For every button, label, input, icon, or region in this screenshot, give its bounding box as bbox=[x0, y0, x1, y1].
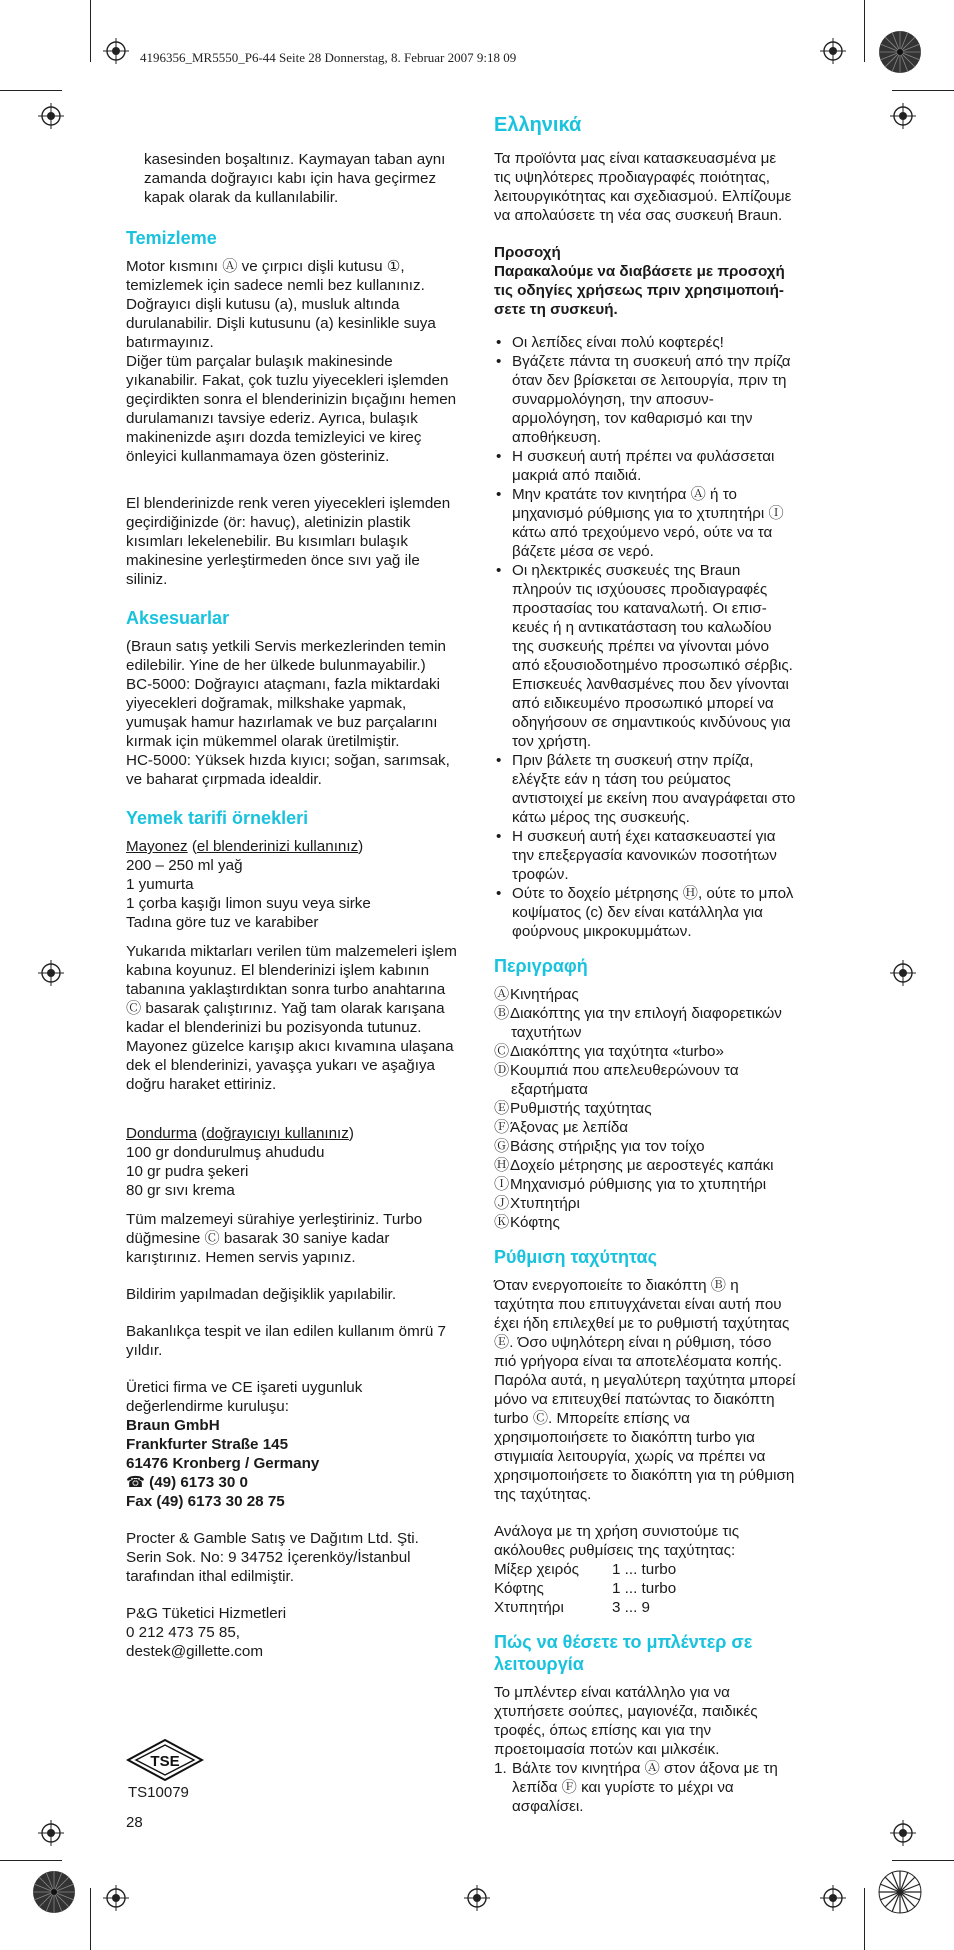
part-item bbox=[494, 1118, 796, 1137]
parts-list bbox=[494, 985, 796, 1232]
part-letter: Ⓗ bbox=[494, 1157, 510, 1174]
ingredient: Tadına göre tuz ve karabiber bbox=[126, 914, 319, 931]
intro-paragraph: Τα προϊόντα μας είναι κατασκευασμένα με τις υψηλότερες προδιαγραφές ποιότητας, λειτουργικότητας και σχεδιασμού. Ελπίζουμε να απολαύσετε τη νέα σας συσκευή Braun. bbox=[494, 150, 792, 224]
crop-mark bbox=[0, 90, 62, 91]
part-item bbox=[494, 1213, 796, 1232]
speed-use: Χτυπητήρι bbox=[494, 1599, 564, 1616]
cleaning-paragraph: Diğer tüm parçalar bulaşık makinesinde yıkanabilir. Fakat, çok tuzlu yiyecekleri işlemden geçirdikten sonra el blenderinizin bıçağını hemen durulamanızı tavsiye ederiz. Ayrıca, bulaşık makinenizde aşırı dozda temizleyici ve kireç önleyici kullanmamaya özen gösteriniz. bbox=[126, 353, 457, 465]
registration-target-icon bbox=[890, 960, 916, 986]
manufacturer-line: 61476 Kronberg / Germany bbox=[126, 1455, 320, 1472]
part-label: Διακόπτης για ταχύτητα «turbo» bbox=[510, 1043, 724, 1060]
part-letter: Ⓚ bbox=[494, 1214, 510, 1231]
page-number: 28 bbox=[126, 1814, 143, 1831]
manufacturer-line: Braun GmbH bbox=[126, 1417, 220, 1434]
part-label: Μηχανισμό ρύθμισης για το χτυπητήρι bbox=[510, 1176, 767, 1193]
accessories-paragraph: (Braun satış yetkili Servis merkezlerinden temin edilebilir. Yine de her ülkede bulunmayabilir.) bbox=[126, 638, 446, 674]
table-row bbox=[494, 1560, 676, 1579]
registration-target-icon bbox=[103, 1885, 129, 1911]
turkish-column bbox=[126, 150, 462, 1661]
speed-use: Μίξερ χειρός bbox=[494, 1561, 579, 1578]
safety-item: • Η συσκευή αυτή πρέπει να φυλάσσεται μακριά από παιδιά. bbox=[494, 447, 796, 485]
registration-target-icon bbox=[820, 1885, 846, 1911]
notice: Bildirim yapılmadan değişiklik yapılabilir. bbox=[126, 1286, 397, 1303]
part-label: Χτυπητήρι bbox=[510, 1195, 580, 1212]
registration-target-icon bbox=[464, 1885, 490, 1911]
part-item bbox=[494, 1061, 796, 1099]
safety-list bbox=[494, 333, 796, 941]
speed-setting: 1 ... turbo bbox=[612, 1580, 677, 1597]
crop-mark bbox=[0, 1860, 62, 1861]
step-item bbox=[494, 1759, 796, 1816]
speed-paragraph: Ανάλογα με τη χρήση συνιστούμε τις ακόλουθες ρυθμίσεις της ταχύτητας: bbox=[494, 1523, 740, 1559]
table-row bbox=[494, 1579, 676, 1598]
ingredient: 80 gr sıvı krema bbox=[126, 1182, 235, 1199]
crop-mark bbox=[892, 1860, 954, 1861]
safety-item: • Ούτε το δοχείο μέτρησης Ⓗ, ούτε το μπολ κοψίματος (c) δεν είναι κατάλληλα για φούρνους μικροκυμμάτων. bbox=[494, 884, 796, 941]
step-number: 1. bbox=[494, 1760, 507, 1777]
safety-item: • Οι λεπίδες είναι πολύ κοφτερές! bbox=[494, 333, 796, 352]
print-rosette-icon bbox=[878, 1870, 922, 1914]
importer-line: Procter & Gamble Satış ve Dağıtım Ltd. Şti. bbox=[126, 1530, 419, 1547]
part-item bbox=[494, 1004, 796, 1042]
part-item bbox=[494, 1042, 796, 1061]
cleaning-heading: Temizleme bbox=[126, 228, 217, 248]
crop-mark bbox=[864, 0, 865, 62]
recipe-title: Dondurma (doğrayıcıyı kullanınız) bbox=[126, 1125, 354, 1142]
part-letter: Ⓑ bbox=[494, 1005, 510, 1022]
ingredient: 200 – 250 ml yağ bbox=[126, 857, 243, 874]
part-letter: Ⓕ bbox=[494, 1119, 510, 1136]
speed-paragraph: Όταν ενεργοποιείτε το διακόπτη Ⓑ η ταχύτητα που επιτυγχάνεται είναι αυτή που έχει ήδη επιλεχθεί με το ρυθμιστή ταχύτητας Ⓔ. Όσο υψηλότερη είναι η ρύθμιση, τόσο πιό γρήγορα είναι τα αποτελέσματα κοπής. Παρόλα αυτά, η μεγαλύτερη ταχύτητα μπορεί μόνο να επιτευχθεί πατώντας το διακόπτη turbo Ⓒ. Μπορείτε επίσης να χρησιμοποιήσετε το διακόπτη turbo για στιγμιαία λειτουργία, χωρίς να πρέπει να χρησιμοποιήσετε το διακόπτη για τη ρύθμιση της ταχύτητας. bbox=[494, 1277, 796, 1503]
manufacturer-fax: Fax (49) 6173 30 28 75 bbox=[126, 1493, 285, 1510]
tse-logo bbox=[126, 1738, 204, 1782]
part-letter: Ⓖ bbox=[494, 1138, 510, 1155]
safety-item: • Βγάζετε πάντα τη συσκευή από την πρίζα όταν δεν βρίσκεται σε λειτουργία, πριν τη συναρμολόγηση, την αποσυν-αρμολόγηση, τον καθαρισμό και την αποθήκευση. bbox=[494, 352, 796, 447]
greek-column bbox=[494, 113, 796, 1816]
part-item bbox=[494, 1156, 796, 1175]
speed-heading: Ρύθμιση ταχύτητας bbox=[494, 1247, 657, 1267]
operate-paragraph: Το μπλέντερ είναι κατάλληλο για να χτυπήσετε σούπες, μαγιονέζα, παιδικές τροφές, όπως επίσης και για την προετοιμασία ποτών και μιλκσέικ. bbox=[494, 1684, 758, 1758]
operate-heading: Πώς να θέσετε το μπλέντερ σε λειτουργία bbox=[494, 1632, 753, 1674]
recipe-instructions: Yukarıda miktarları verilen tüm malzemeleri işlem kabına koyunuz. El blenderinizi işlem kabının tabanına yaklaştırdıktan sonra turbo anahtarına Ⓒ basarak çalıştırınız. Yağ tam olarak karışana kadar el blenderinizi bu pozisyonda tutunuz. Mayonez güzelce karışıp akıcı kıvamına ulaşana dek el blenderinizi, yavaşça yukarı ve aşağıya doğru haraket ettiriniz. bbox=[126, 943, 457, 1093]
recipe-hint: doğrayıcıyı kullanınız bbox=[206, 1125, 349, 1142]
cleaning-paragraph: El blenderinizde renk veren yiyecekleri işlemden geçirdiğinizde (ör: havuç), aletinizin plastik kısımları lekelenebilir. Bu kısımları bulaşık makinesine yerleştirmeden önce sıvı yağ ile siliniz. bbox=[126, 495, 451, 588]
part-label: Βάσης στήριξης για τον τοίχο bbox=[510, 1138, 705, 1155]
speed-setting: 3 ... 9 bbox=[612, 1599, 650, 1616]
part-letter: Ⓘ bbox=[494, 1176, 510, 1193]
part-letter: Ⓔ bbox=[494, 1100, 510, 1117]
step-text: Βάλτε τον κινητήρα Ⓐ στον άξονα με τη λεπίδα Ⓕ και γυρίστε το μέχρι να ασφαλίσει. bbox=[512, 1760, 778, 1815]
speed-use: Κόφτης bbox=[494, 1580, 544, 1597]
crop-mark bbox=[892, 90, 954, 91]
crop-mark bbox=[90, 0, 91, 62]
part-label: Διακόπτης για την επιλογή διαφορετικών ταχυτήτων bbox=[510, 1005, 782, 1041]
accessories-heading: Aksesuarlar bbox=[126, 608, 230, 628]
part-label: Κουμπιά που απελευθερώνουν τα εξαρτήματα bbox=[510, 1062, 739, 1098]
safety-item: • Η συσκευή αυτή έχει κατασκευαστεί για την επεξεργασία κανονικών ποσοτήτων τροφών. bbox=[494, 827, 796, 884]
lifetime-notice: Bakanlıkça tespit ve ilan edilen kullanım ömrü 7 yıldır. bbox=[126, 1323, 446, 1359]
part-item bbox=[494, 1194, 796, 1213]
safety-item: • Πριν βάλετε τη συσκευή στην πρίζα, ελέγξτε εάν η τάση του ρεύματος αντιστοιχεί με εκείνη που αναγράφεται στο κάτω μέρος της συσκευής. bbox=[494, 751, 796, 827]
part-item bbox=[494, 1099, 796, 1118]
part-label: Κόφτης bbox=[510, 1214, 560, 1231]
part-label: Άξονας με λεπίδα bbox=[510, 1119, 629, 1136]
registration-target-icon bbox=[38, 1820, 64, 1846]
part-letter: Ⓐ bbox=[494, 986, 510, 1003]
speed-table bbox=[494, 1560, 676, 1617]
safety-item: • Μην κρατάτε τον κινητήρα Ⓐ ή το μηχανισμό ρύθμισης για το χτυπητήρι Ⓘ κάτω από τρεχούμενο νερό, ούτε να τα βάζετε μέσα σε νερό. bbox=[494, 485, 796, 561]
part-letter: Ⓓ bbox=[494, 1062, 510, 1079]
service-email: destek@gillette.com bbox=[126, 1643, 263, 1660]
registration-target-icon bbox=[890, 1820, 916, 1846]
accessories-paragraph: HC-5000: Yüksek hızda kıyıcı; soğan, sarımsak, ve baharat çırpmada idealdir. bbox=[126, 752, 450, 788]
recipe-instructions: Tüm malzemeyi sürahiye yerleştiriniz. Turbo düğmesine Ⓒ basarak 30 saniye kadar karıştırınız. Hemen servis yapınız. bbox=[126, 1211, 423, 1266]
crop-mark bbox=[864, 1888, 865, 1950]
ingredient: 1 yumurta bbox=[126, 876, 194, 893]
tse-logo-text: TSE bbox=[150, 1753, 180, 1770]
manufacturer-intro: Üretici firma ve CE işareti uygunluk değerlendirme kuruluşu: bbox=[126, 1379, 363, 1415]
manufacturer-phone: ☎ (49) 6173 30 0 bbox=[126, 1474, 248, 1491]
intro-paragraph: kasesinden boşaltınız. Kaymayan taban aynı zamanda doğrayıcı kabı için hava geçirmez kapak olarak da kullanılabilir. bbox=[144, 151, 446, 206]
part-item bbox=[494, 985, 796, 1004]
part-item bbox=[494, 1175, 796, 1194]
importer-line: Serin Sok. No: 9 34752 İçerenköy/İstanbul bbox=[126, 1549, 411, 1566]
part-letter: Ⓒ bbox=[494, 1043, 510, 1060]
caution-heading: Προσοχή bbox=[494, 244, 561, 261]
description-heading: Περιγραφή bbox=[494, 956, 588, 976]
service-phone: 0 212 473 75 85, bbox=[126, 1624, 241, 1641]
part-label: Δοχείο μέτρησης με αεροστεγές καπάκι bbox=[510, 1157, 774, 1174]
registration-target-icon bbox=[38, 960, 64, 986]
print-header: 4196356_MR5550_P6-44 Seite 28 Donnerstag, 8. Februar 2007 9:18 09 bbox=[140, 50, 517, 65]
caution-text: Παρακαλούμε να διαβάσετε με προσοχή τις οδηγίες χρήσεως πριν χρησιμοποιή-σετε τη συσκευή. bbox=[494, 263, 785, 318]
ingredient: 1 çorba kaşığı limon suyu veya sirke bbox=[126, 895, 371, 912]
steps-list bbox=[494, 1759, 796, 1816]
recipe-title: Mayonez (el blenderinizi kullanınız) bbox=[126, 838, 364, 855]
service-line: P&G Tüketici Hizmetleri bbox=[126, 1605, 287, 1622]
ingredient: 100 gr dondurulmuş ahududu bbox=[126, 1144, 325, 1161]
importer-line: tarafından ithal edilmiştir. bbox=[126, 1568, 294, 1585]
registration-target-icon bbox=[890, 103, 916, 129]
part-item bbox=[494, 1137, 796, 1156]
accessories-paragraph: BC-5000: Doğrayıcı ataçmanı, fazla miktardaki yiyecekleri doğramak, milkshake yapmak, yumuşak hamur hazırlamak ve buz parçalarını kırmak için mükemmel olarak üretilmiştir. bbox=[126, 676, 441, 750]
recipe-name: Mayonez bbox=[126, 838, 188, 855]
safety-item: • Οι ηλεκτρικές συσκευές της Braun πληρούν τις ισχύουσες προδιαγραφές προστασίας του καταναλωτή. Οι επισ-κευές ή η αντικατάσταση του καλωδίου της συσκευής πρέπει να γίνονται μόνο από εξουσιοδοτημένο προσωπικό σέρβις. Επισκευές λανθασμένες που δεν γίνονται από ειδικευμένο προσωπικό μπορεί να οδηγήσουν σε σημαντικούς κινδύνους για τον χρήστη. bbox=[494, 561, 796, 751]
tse-code: TS10079 bbox=[128, 1784, 189, 1801]
manufacturer-line: Frankfurter Straße 145 bbox=[126, 1436, 289, 1453]
recipe-name: Dondurma bbox=[126, 1125, 197, 1142]
registration-target-icon bbox=[820, 38, 846, 64]
crop-mark bbox=[90, 1888, 91, 1950]
table-row bbox=[494, 1598, 676, 1617]
recipe-hint: el blenderinizi kullanınız bbox=[196, 838, 359, 855]
registration-target-icon bbox=[38, 103, 64, 129]
part-letter: Ⓙ bbox=[494, 1195, 510, 1212]
print-rosette-icon bbox=[32, 1870, 76, 1914]
speed-setting: 1 ... turbo bbox=[612, 1561, 677, 1578]
part-label: Ρυθμιστής ταχύτητας bbox=[510, 1100, 652, 1117]
cleaning-paragraph: Motor kısmını Ⓐ ve çırpıcı dişli kutusu ①, temizlemek için sadece nemli bez kullanınız. Doğrayıcı dişli kutusu (a), musluk altında durulanabilir. Dişli kutusunu (a) kesinlikle suya batırmayınız. bbox=[126, 258, 436, 351]
recipes-heading: Yemek tarifi örnekleri bbox=[126, 808, 309, 828]
print-rosette-icon bbox=[878, 30, 922, 74]
part-label: Κινητήρας bbox=[510, 986, 579, 1003]
ingredient: 10 gr pudra şekeri bbox=[126, 1163, 249, 1180]
registration-target-icon bbox=[103, 38, 129, 64]
language-title: Ελληνικά bbox=[494, 114, 582, 136]
